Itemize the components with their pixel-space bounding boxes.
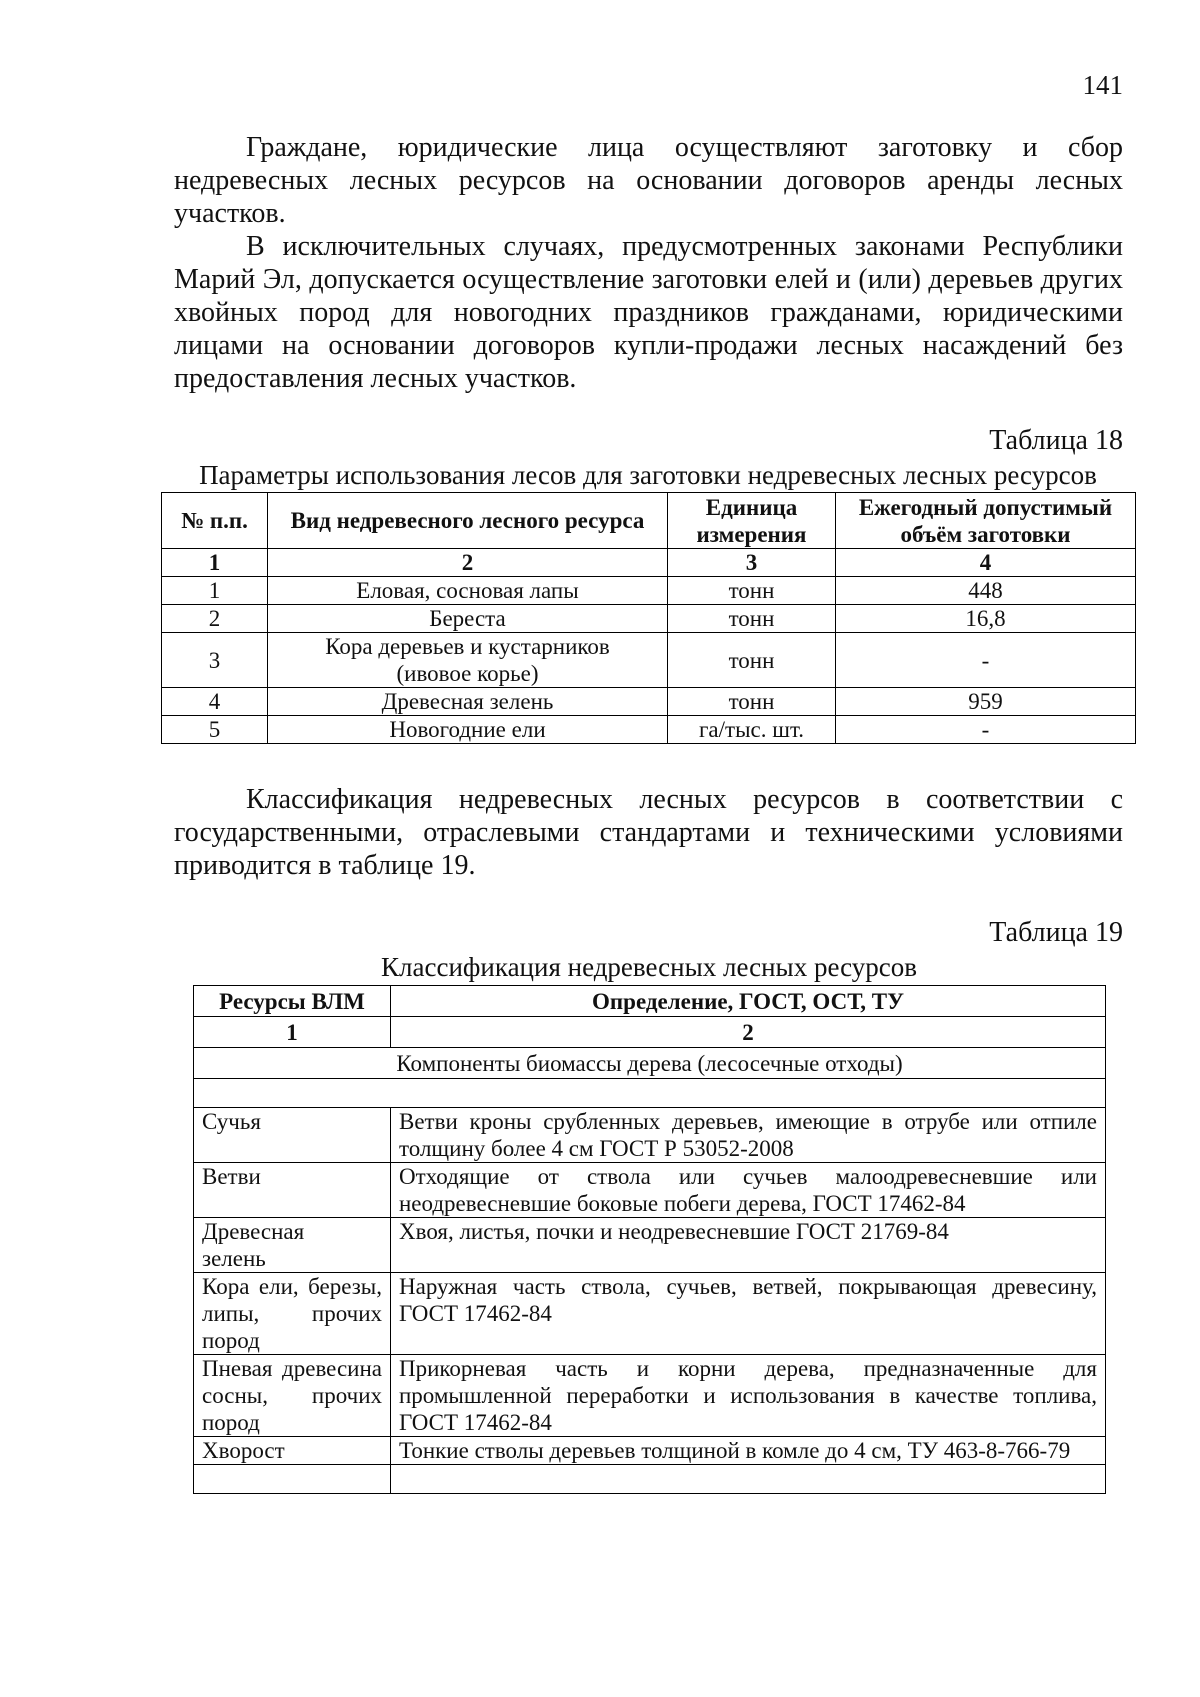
header-cell: Вид недревесного лесного ресурса xyxy=(268,493,668,549)
table-row xyxy=(194,1108,1106,1163)
column-number: 3 xyxy=(668,549,836,577)
cell-unit: тонн xyxy=(668,633,836,688)
cell-type: Кора деревьев и кустарников (ивовое корье) xyxy=(268,633,668,688)
cell-unit: тонн xyxy=(668,688,836,716)
cell-volume: - xyxy=(836,716,1136,744)
table-19-title: Классификация недревесных лесных ресурсов xyxy=(381,952,917,982)
table-row xyxy=(162,605,1136,633)
table-19-label: Таблица 19 xyxy=(989,917,1123,948)
table-row xyxy=(162,633,1136,688)
cell-type: Береста xyxy=(268,605,668,633)
cell-volume: 448 xyxy=(836,577,1136,605)
column-number: 1 xyxy=(162,549,268,577)
cell-unit: тонн xyxy=(668,605,836,633)
cell-definition: Прикорневая часть и корни дерева, предназначенные для промышленной переработки и использования в качестве топлива, ГОСТ 17462-84 xyxy=(391,1355,1106,1437)
table-18-title: Параметры использования лесов для заготовки недревесных лесных ресурсов xyxy=(199,460,1097,490)
cell-number: 5 xyxy=(162,716,268,744)
intro-text xyxy=(174,131,1123,395)
cell-number: 4 xyxy=(162,688,268,716)
column-number: 2 xyxy=(268,549,668,577)
cell-volume: - xyxy=(836,633,1136,688)
cell-number: 3 xyxy=(162,633,268,688)
table-row xyxy=(162,688,1136,716)
paragraph-1: Граждане, юридические лица осуществляют заготовку и сбор недревесных лесных ресурсов на основании договоров аренды лесных участков. xyxy=(174,132,1123,229)
table-row xyxy=(194,1273,1106,1355)
table-row xyxy=(162,716,1136,744)
table-row xyxy=(194,1437,1106,1465)
cell-type: Еловая, сосновая лапы xyxy=(268,577,668,605)
cell-unit: га/тыс. шт. xyxy=(668,716,836,744)
cell-resource: Древесная зелень xyxy=(194,1218,391,1273)
cell-type: Древесная зелень xyxy=(268,688,668,716)
header-cell: Определение, ГОСТ, ОСТ, ТУ xyxy=(391,986,1106,1017)
header-cell: Ежегодный допустимый объём заготовки xyxy=(836,493,1136,549)
empty-row xyxy=(194,1465,1106,1494)
group-row xyxy=(194,1048,1106,1079)
group-label: Компоненты биомассы дерева (лесосечные отходы) xyxy=(194,1048,1106,1079)
cell-number: 1 xyxy=(162,577,268,605)
table-19-header-row xyxy=(194,986,1106,1017)
table-row xyxy=(162,577,1136,605)
classification-text xyxy=(174,783,1123,882)
paragraph-3: Классификация недревесных лесных ресурсов в соответствии с государственными, отраслевыми стандартами и техническими условиями приводится в таблице 19. xyxy=(174,784,1123,881)
table-19-number-row xyxy=(194,1017,1106,1048)
empty-cell xyxy=(194,1465,391,1494)
table-row xyxy=(194,1218,1106,1273)
table-18-header-row xyxy=(162,493,1136,549)
column-number: 1 xyxy=(194,1017,391,1048)
column-number: 2 xyxy=(391,1017,1106,1048)
table-row xyxy=(194,1355,1106,1437)
paragraph-2: В исключительных случаях, предусмотренных законами Республики Марий Эл, допускается осуществление заготовки елей и (или) деревьев других хвойных пород для новогодних праздников гражданами, юридическими лицами на основании договоров купли-продажи лесных насаждений без предоставления лесных участков. xyxy=(174,231,1123,394)
empty-row xyxy=(194,1079,1106,1108)
table-19 xyxy=(193,985,1106,1494)
cell-type: Новогодние ели xyxy=(268,716,668,744)
cell-resource: Сучья xyxy=(194,1108,391,1163)
cell-definition: Тонкие стволы деревьев толщиной в комле до 4 см, ТУ 463-8-766-79 xyxy=(391,1437,1106,1465)
empty-cell xyxy=(391,1465,1106,1494)
table-18 xyxy=(161,492,1136,744)
header-cell: Единица измерения xyxy=(668,493,836,549)
cell-definition: Отходящие от ствола или сучьев малоодревесневшие или неодревесневшие боковые побеги дерева, ГОСТ 17462-84 xyxy=(391,1163,1106,1218)
cell-unit: тонн xyxy=(668,577,836,605)
cell-resource: Кора ели, березы, липы, прочих пород xyxy=(194,1273,391,1355)
cell-definition: Наружная часть ствола, сучьев, ветвей, покрывающая древесину, ГОСТ 17462-84 xyxy=(391,1273,1106,1355)
table-row xyxy=(194,1163,1106,1218)
page-number: 141 xyxy=(1082,70,1123,100)
header-cell: Ресурсы ВЛМ xyxy=(194,986,391,1017)
cell-volume: 16,8 xyxy=(836,605,1136,633)
cell-resource: Хворост xyxy=(194,1437,391,1465)
cell-number: 2 xyxy=(162,605,268,633)
cell-definition: Ветви кроны срубленных деревьев, имеющие в отрубе или отпиле толщину более 4 см ГОСТ Р 53052-2008 xyxy=(391,1108,1106,1163)
column-number: 4 xyxy=(836,549,1136,577)
cell-volume: 959 xyxy=(836,688,1136,716)
empty-cell xyxy=(194,1079,1106,1108)
cell-resource: Ветви xyxy=(194,1163,391,1218)
table-18-label: Таблица 18 xyxy=(989,425,1123,456)
cell-definition: Хвоя, листья, почки и неодревесневшие ГОСТ 21769-84 xyxy=(391,1218,1106,1273)
table-18-number-row xyxy=(162,549,1136,577)
cell-resource: Пневая древесина сосны, прочих пород xyxy=(194,1355,391,1437)
header-cell: № п.п. xyxy=(162,493,268,549)
